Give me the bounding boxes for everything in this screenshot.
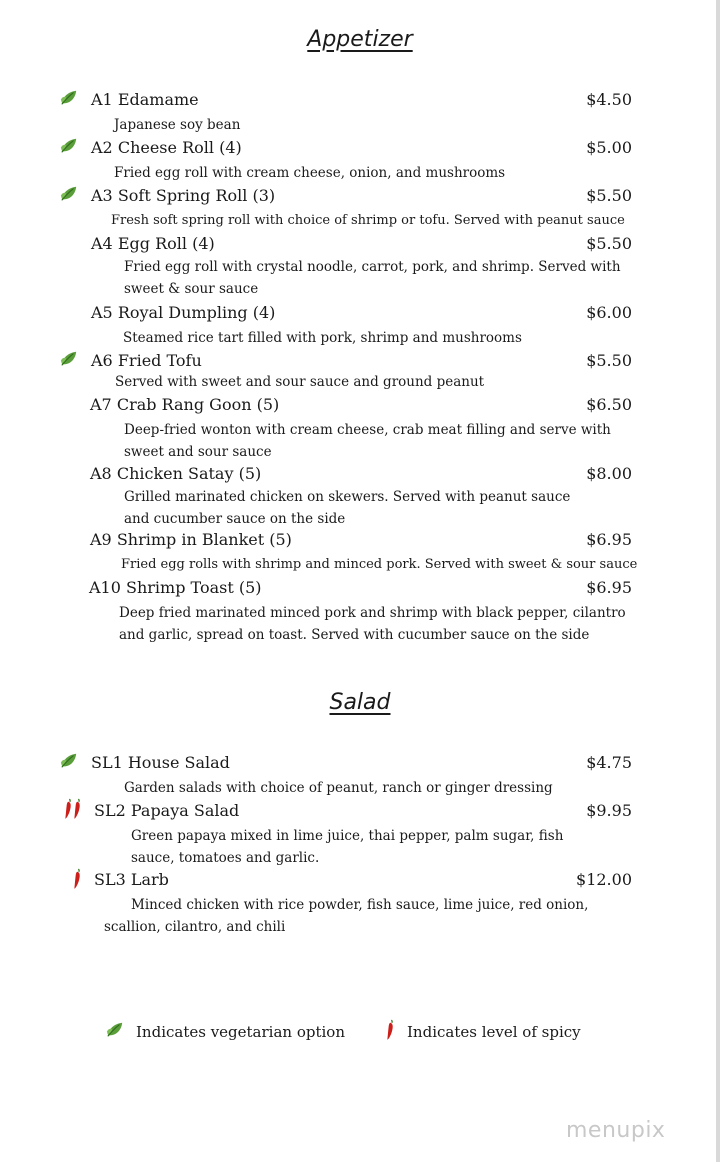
item-description: Garden salads with choice of peanut, ranch or ginger dressing — [124, 780, 553, 796]
item-name: A5 Royal Dumpling (4) — [91, 303, 276, 322]
item-description: Fried egg roll with crystal noodle, carrot, pork, and shrimp. Served with sweet & sour sauce — [124, 259, 621, 297]
legend-vegetarian: Indicates vegetarian option — [136, 1023, 345, 1041]
menu-item — [0, 753, 720, 777]
appetizer-heading: Appetizer — [307, 27, 413, 52]
menu-item — [0, 530, 720, 554]
menu-item — [0, 578, 720, 602]
item-price: $4.50 — [586, 90, 632, 109]
item-description: Grilled marinated chicken on skewers. Served with peanut sauce and cucumber sauce on the side — [124, 489, 571, 527]
item-name: A3 Soft Spring Roll (3) — [91, 186, 276, 205]
item-price: $5.50 — [586, 234, 632, 253]
item-description: Minced chicken with rice powder, fish sauce, lime juice, red onion, scallion, cilantro, and chili — [104, 897, 589, 935]
item-name: A9 Shrimp in Blanket (5) — [90, 530, 292, 549]
item-price: $6.50 — [586, 395, 632, 414]
item-name: SL2 Papaya Salad — [94, 801, 240, 820]
item-description: Japanese soy bean — [114, 117, 241, 133]
item-price: $5.50 — [586, 351, 632, 370]
item-description: Green papaya mixed in lime juice, thai pepper, palm sugar, fish sauce, tomatoes and garlic. — [131, 828, 564, 866]
item-name: SL1 House Salad — [91, 753, 230, 772]
chili-pepper-icon — [386, 1019, 395, 1041]
item-price: $9.95 — [586, 801, 632, 820]
item-name: A4 Egg Roll (4) — [91, 234, 215, 253]
menu-item — [0, 870, 720, 894]
legend-spicy: Indicates level of spicy — [407, 1023, 581, 1041]
item-name: A2 Cheese Roll (4) — [91, 138, 242, 157]
menu-item — [0, 801, 720, 825]
item-description: Fried egg rolls with shrimp and minced pork. Served with sweet & sour sauce — [121, 557, 638, 572]
salad-heading: Salad — [329, 690, 391, 715]
menu-item — [0, 90, 720, 114]
item-price: $4.75 — [586, 753, 632, 772]
menu-item — [0, 395, 720, 419]
item-price: $6.95 — [586, 530, 632, 549]
item-price: $6.95 — [586, 578, 632, 597]
item-price: $5.50 — [586, 186, 632, 205]
item-name: A6 Fried Tofu — [91, 351, 202, 370]
item-description: Served with sweet and sour sauce and ground peanut — [115, 374, 485, 390]
item-price: $12.00 — [576, 870, 632, 889]
item-description: Fried egg roll with cream cheese, onion, and mushrooms — [114, 165, 506, 181]
menu-item — [0, 234, 720, 258]
watermark-logo: menupix — [566, 1118, 666, 1143]
item-name: A10 Shrimp Toast (5) — [89, 578, 262, 597]
item-name: SL3 Larb — [94, 870, 169, 889]
menu-item — [0, 138, 720, 162]
leaf-icon — [106, 1021, 124, 1039]
item-price: $6.00 — [586, 303, 632, 322]
item-name: A8 Chicken Satay (5) — [90, 464, 262, 483]
item-description: Deep fried marinated minced pork and shrimp with black pepper, cilantro and garlic, spread on toast. Served with cucumber sauce on the side — [119, 605, 626, 643]
menu-item — [0, 303, 720, 327]
item-price: $5.00 — [586, 138, 632, 157]
item-name: A7 Crab Rang Goon (5) — [90, 395, 280, 414]
menu-item — [0, 464, 720, 488]
item-description: Deep-fried wonton with cream cheese, crab meat filling and serve with sweet and sour sauce — [124, 422, 611, 460]
item-description: Fresh soft spring roll with choice of shrimp or tofu. Served with peanut sauce — [111, 213, 625, 228]
item-description: Steamed rice tart filled with pork, shrimp and mushrooms — [123, 330, 522, 346]
item-price: $8.00 — [586, 464, 632, 483]
menu-item — [0, 186, 720, 210]
item-name: A1 Edamame — [91, 90, 199, 109]
